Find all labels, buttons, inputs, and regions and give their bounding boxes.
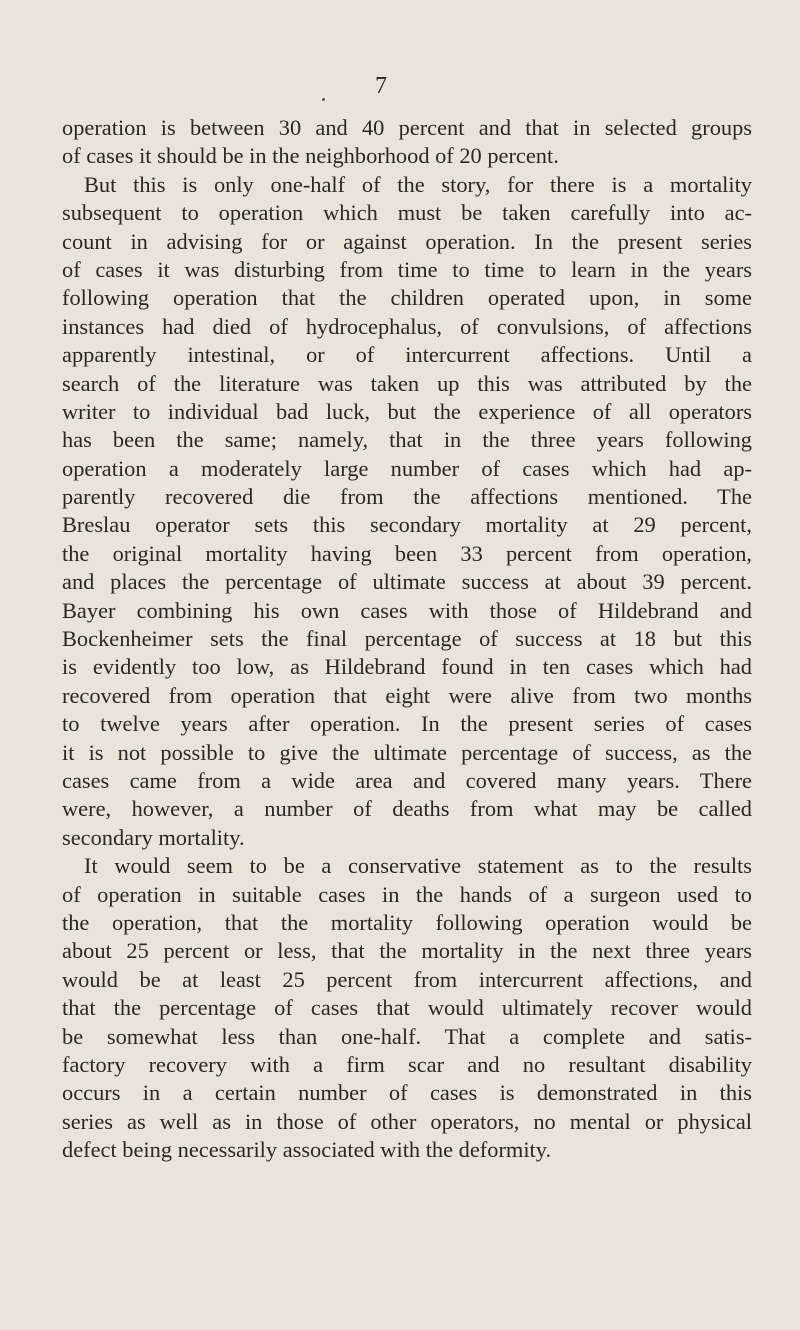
text-line: to twelve years after operation. In the present series of cases [62,711,752,737]
text-line: recovered from operation that eight were alive from two months [62,682,752,708]
text-line: Bockenheimer sets the final percentage of success at 18 but this [62,626,752,652]
text-line: of cases it should be in the neighborhood of 20 percent. [62,143,559,169]
text-line: the operation, that the mortality following operation would be [62,909,752,935]
margin-dot [322,98,325,101]
text-line: search of the literature was taken up this was attributed by the [62,370,752,396]
text-line: Breslau operator sets this secondary mortality at 29 percent, [62,512,752,538]
text-line: be somewhat less than one-half. That a complete and satis- [62,1023,752,1049]
text-line: following operation that the children operated upon, in some [62,285,752,311]
text-line: the original mortality having been 33 percent from operation, [62,540,752,566]
text-line: instances had died of hydrocephalus, of convulsions, of affections [62,313,752,339]
text-line: has been the same; namely, that in the three years following [62,427,752,453]
text-line: cases came from a wide area and covered many years. There [62,767,752,793]
text-line: about 25 percent or less, that the mortality in the next three years [62,938,752,964]
text-line: it is not possible to give the ultimate percentage of success, as the [62,739,752,765]
text-line: It would seem to be a conservative statement as to the results [84,853,752,879]
text-line: is evidently too low, as Hildebrand found in ten cases which had [62,654,752,680]
text-line: that the percentage of cases that would ultimately recover would [62,995,752,1021]
text-line: But this is only one-half of the story, for there is a mortality [84,171,752,197]
text-line: operation a moderately large number of cases which had ap- [62,455,752,481]
text-line: Bayer combining his own cases with those of Hildebrand and [62,597,752,623]
text-line: writer to individual bad luck, but the experience of all operators [62,398,752,424]
text-line: factory recovery with a firm scar and no resultant disability [62,1051,752,1077]
body-text [62,114,752,1164]
page-number: 7 [375,73,387,99]
text-line: parently recovered die from the affections mentioned. The [62,484,752,510]
text-line: of cases it was disturbing from time to time to learn in the years [62,256,752,282]
text-line: defect being necessarily associated with the deformity. [62,1137,552,1163]
text-line: apparently intestinal, or of intercurrent affections. Until a [62,342,752,368]
text-line: and places the percentage of ultimate success at about 39 percent. [62,569,752,595]
text-line: series as well as in those of other operators, no mental or physical [62,1108,752,1134]
text-line: were, however, a number of deaths from what may be called [62,796,752,822]
text-line: secondary mortality. [62,824,245,850]
text-line: subsequent to operation which must be taken carefully into ac- [62,200,752,226]
text-line: occurs in a certain number of cases is demonstrated in this [62,1080,752,1106]
text-line: would be at least 25 percent from intercurrent affections, and [62,966,752,992]
text-line: of operation in suitable cases in the hands of a surgeon used to [62,881,752,907]
text-line: operation is between 30 and 40 percent and that in selected groups [62,115,752,140]
text-line: count in advising for or against operation. In the present series [62,228,752,254]
